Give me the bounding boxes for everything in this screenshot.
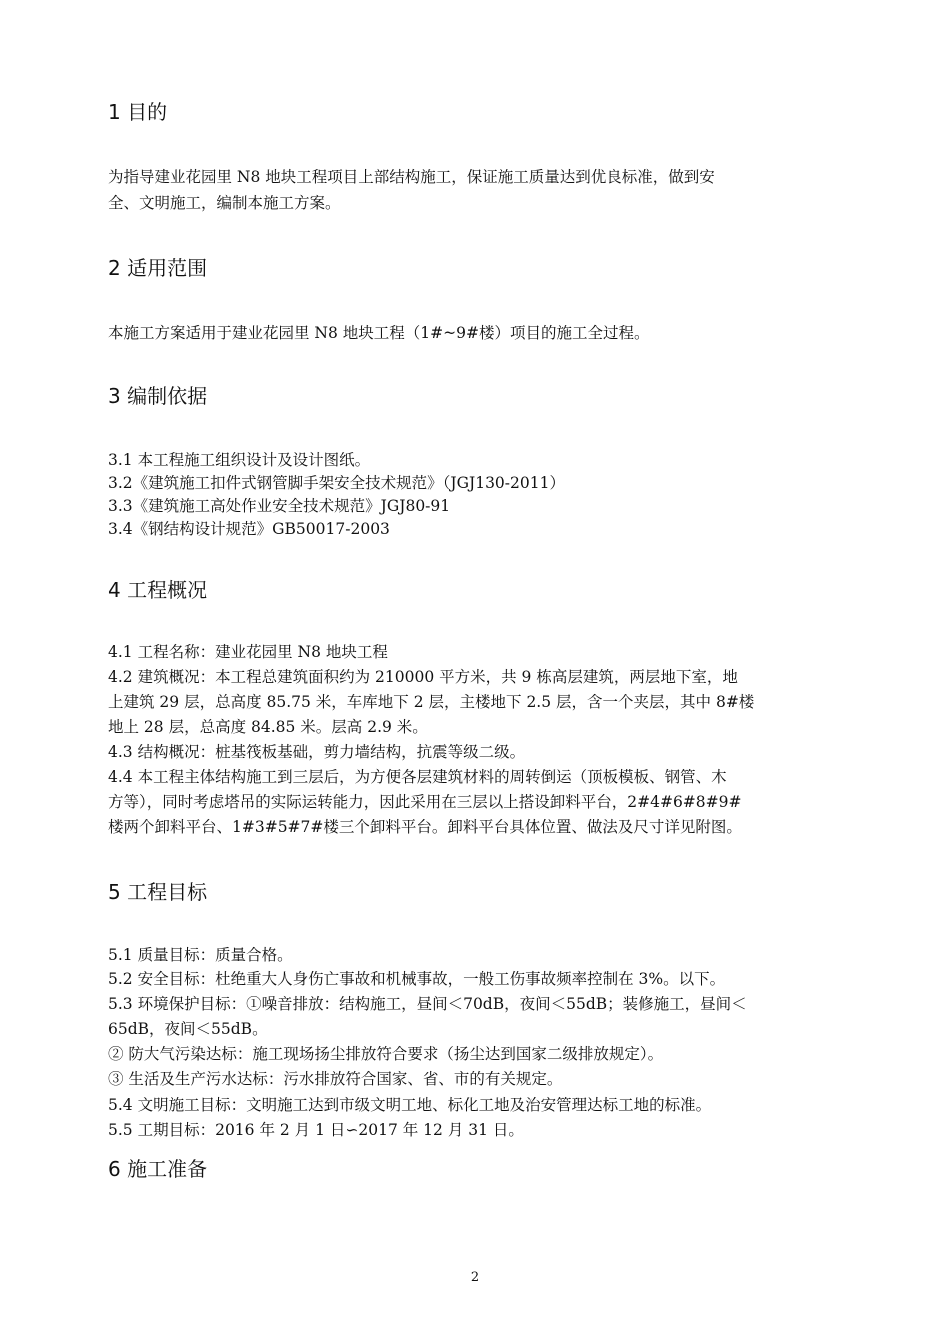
section-5-line-2: 5.2 安全目标：杜绝重大人身伤亡事故和机械事故，一般工伤事故频率控制在 3%。以下。 (108, 970, 726, 988)
section-5-line-7: 5.4 文明施工目标：文明施工达到市级文明工地、标化工地及治安管理达标工地的标准。 (108, 1096, 712, 1114)
page-number: 2 (470, 1270, 480, 1285)
section-1-line-2: 全、文明施工，编制本施工方案。 (108, 194, 341, 212)
section-5-line-1: 5.1 质量目标：质量合格。 (108, 946, 293, 964)
section-5-line-4: 65dB，夜间＜55dB。 (108, 1020, 268, 1038)
section-heading-6: 6 施工准备 (108, 1157, 208, 1181)
section-heading-4: 4 工程概况 (108, 578, 208, 602)
section-3-line-1: 3.1 本工程施工组织设计及设计图纸。 (108, 451, 371, 469)
section-5-line-6: ③ 生活及生产污水达标：污水排放符合国家、省、市的有关规定。 (108, 1070, 563, 1088)
section-3-line-4: 3.4《钢结构设计规范》GB50017-2003 (108, 520, 390, 538)
section-3-line-3: 3.3《建筑施工高处作业安全技术规范》JGJ80-91 (108, 497, 451, 515)
section-1-line-1: 为指导建业花园里 N8 地块工程项目上部结构施工，保证施工质量达到优良标准，做到安 (108, 168, 715, 186)
section-4-line-1: 4.1 工程名称：建业花园里 N8 地块工程 (108, 643, 388, 661)
section-5-line-3: 5.3 环境保护目标：①噪音排放：结构施工，昼间＜70dB，夜间＜55dB；装修施工，昼间＜ (108, 995, 747, 1013)
section-3-line-2: 3.2《建筑施工扣件式钢管脚手架安全技术规范》（JGJ130-2011） (108, 474, 565, 492)
section-2-line-1: 本施工方案适用于建业花园里 N8 地块工程（1#~9#楼）项目的施工全过程。 (108, 324, 650, 342)
section-4-line-2: 4.2 建筑概况：本工程总建筑面积约为 210000 平方米，共 9 栋高层建筑，两层地下室，地 (108, 668, 738, 686)
section-4-line-5: 4.3 结构概况：桩基筏板基础，剪力墙结构，抗震等级二级。 (108, 743, 526, 761)
section-4-line-4: 地上 28 层，总高度 84.85 米。层高 2.9 米。 (108, 718, 428, 736)
section-4-line-3: 上建筑 29 层，总高度 85.75 米，车库地下 2 层，主楼地下 2.5 层，含一个夹层，其中 8#楼 (108, 693, 755, 711)
section-5-line-5: ② 防大气污染达标：施工现场扬尘排放符合要求（扬尘达到国家二级排放规定）。 (108, 1045, 664, 1063)
section-heading-2: 2 适用范围 (108, 256, 208, 280)
section-4-line-8: 楼两个卸料平台、1#3#5#7#楼三个卸料平台。卸料平台具体位置、做法及尺寸详见附图。 (108, 818, 742, 836)
section-heading-5: 5 工程目标 (108, 880, 208, 904)
section-5-line-8: 5.5 工期目标：2016 年 2 月 1 日∽2017 年 12 月 31 日。 (108, 1121, 524, 1139)
section-4-line-6: 4.4 本工程主体结构施工到三层后，为方便各层建筑材料的周转倒运（顶板模板、钢管、木 (108, 768, 727, 786)
section-heading-3: 3 编制依据 (108, 384, 208, 408)
section-heading-1: 1 目的 (108, 100, 168, 124)
section-4-line-7: 方等），同时考虑塔吊的实际运转能力，因此采用在三层以上搭设卸料平台，2#4#6#8#9# (108, 793, 742, 811)
